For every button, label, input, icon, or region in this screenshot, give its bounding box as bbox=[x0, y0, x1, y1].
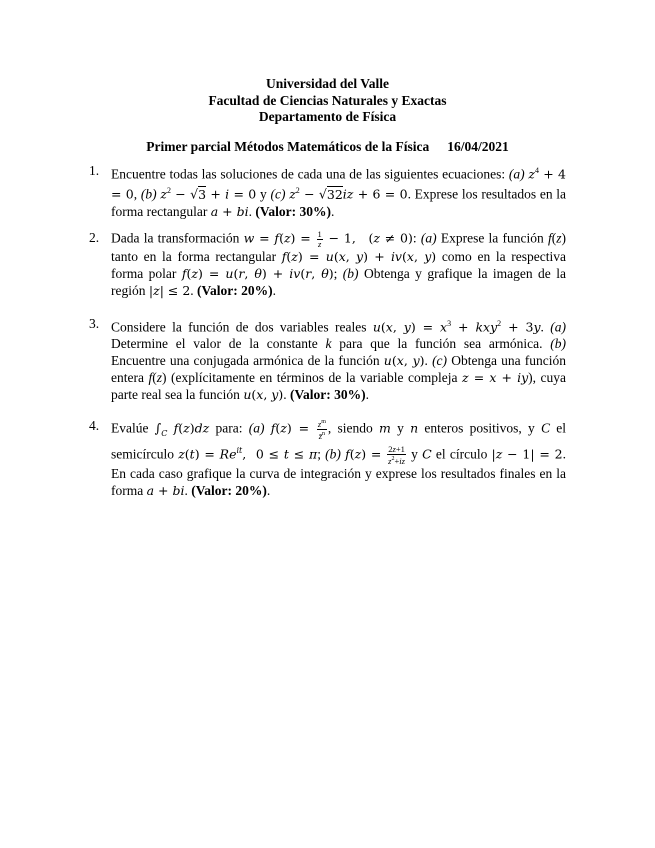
problem-3 bbox=[89, 316, 566, 403]
problem-value: (Valor: 20%) bbox=[191, 482, 267, 498]
exam-title: Primer parcial Métodos Matemáticos de la Física bbox=[146, 139, 430, 154]
problem-4 bbox=[89, 418, 566, 499]
exam-date: 16/04/2021 bbox=[447, 139, 509, 154]
department-name: Departamento de Física bbox=[258, 109, 397, 124]
problem-number: 2. bbox=[89, 230, 100, 245]
problem-number: 1. bbox=[89, 163, 100, 178]
faculty-name: Facultad de Ciencias Naturales y Exactas bbox=[208, 92, 447, 108]
problem-value: (Valor: 30%) bbox=[289, 386, 366, 402]
problem-text: Considere la función de dos variables reales u(x, $y) = x^3 + kxy^2 + 3y$. (a) Determine el valor de la constante k para que la función sea armónica. (b) Encuentre una conjugada armónica de la función u(x, y). (c) Obtenga una función entera f(z) (explícitamente en términos de la variable compleja z = x + iy), cuya parte real sea la función u(x, y). (Valor: 30%). bbox=[111, 319, 567, 402]
problem-text: Dada la transformación w = f(z) = $\frac{1}{z}$ − 1, (z ≠ 0): (a) Exprese la función f(z) tanto en la forma rectangular f(z) = u(x, y) + iv(x, y) como en la respectiva forma polar f(z) = u(r, θ) + iv(r, θ); (b) Obtenga y grafique la imagen de la región |z| ≤ 2. (Valor: 20%). bbox=[111, 229, 566, 298]
document-header bbox=[0, 76, 655, 126]
problem-2 bbox=[89, 230, 566, 299]
problem-number: 4. bbox=[89, 418, 100, 433]
problem-number: 3. bbox=[89, 316, 100, 331]
university-name: Universidad del Valle bbox=[265, 76, 390, 91]
problem-text: Evalúe $\int_C$ f(z)dz para: (a) f(z) = $\frac{z^m}{z̄^n}$ , siendo m y n enteros positivos, y C el semicírculo $z(t) = Re^{it}$, 0 ≤ t ≤ π; (b) f(z) = $\frac{2z+1}{z^2+iz}$ y C el círculo |z − 1| = 2. En cada caso grafique la curva de integración y exprese los resultados finales en la forma a + bi. (Valor: 20%). bbox=[111, 418, 567, 498]
problem-value: (Valor: 20%) bbox=[197, 282, 273, 298]
problem-value: (Valor: 30%) bbox=[255, 203, 331, 219]
problem-1 bbox=[89, 163, 566, 220]
problem-text: Encuentre todas las soluciones de cada una de las siguientes ecuaciones: (a) $z^4 + 4 = 0$, (b) $z^2 - √3 + i = 0$ y (c) $z^2 - √32iz + 6 = 0$. Exprese los resultados en la forma rectangular a + bi. (Valor: 30%). bbox=[111, 166, 567, 219]
exam-title-line bbox=[0, 139, 655, 155]
